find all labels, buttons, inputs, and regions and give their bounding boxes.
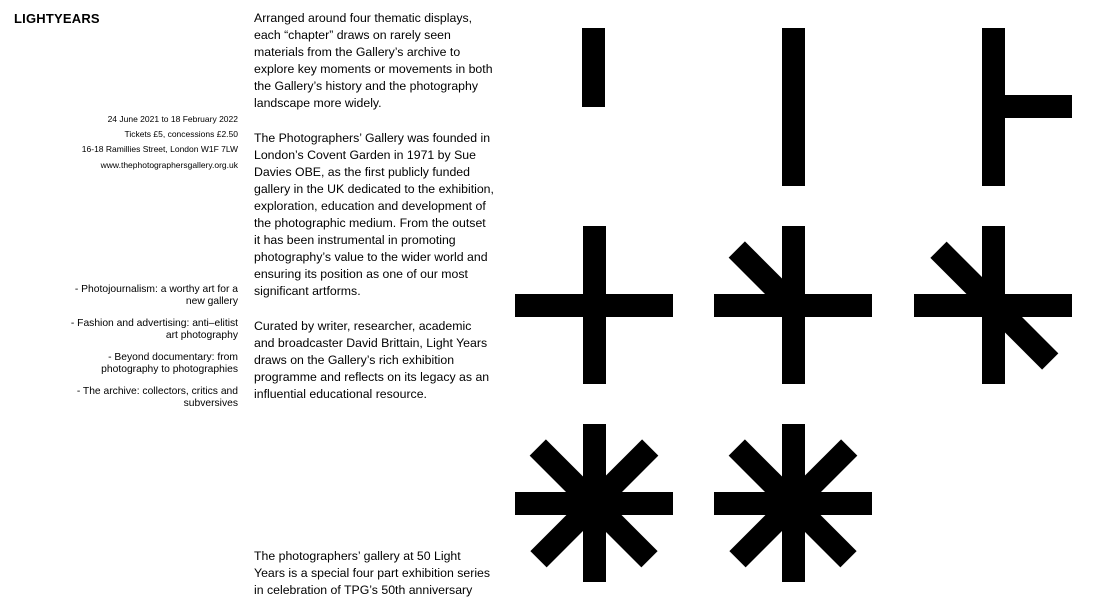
intro-paragraph-3: Curated by writer, researcher, academic and broadcaster David Brittain, Light Years draws on the Gallery’s rich exhibition programme and reflects on its legacy as an influential educational resource. xyxy=(254,318,490,401)
glyph-stroke-3 xyxy=(982,28,1072,186)
chapter-item: - The archive: collectors, critics and subversives xyxy=(76,386,238,410)
glyph-stroke-5 xyxy=(714,226,872,384)
ticket-prices: Tickets £5, concessions £2.50 xyxy=(124,129,238,140)
intro-paragraph-1: Arranged around four thematic displays, each “chapter” draws on rarely seen materials from the Gallery’s archive to explore key moments or movements in both the Gallery’s history and the photography landscape more widely. xyxy=(254,11,493,111)
glyph-bar xyxy=(582,28,605,107)
glyph-bar xyxy=(515,294,673,317)
page-title: LIGHTYEARS xyxy=(14,11,100,26)
chapter-item: - Beyond documentary: from photography to photographies xyxy=(101,352,238,375)
glyph-bar xyxy=(782,28,805,186)
chapter-item: - Fashion and advertising: anti–elitist art photography xyxy=(70,318,238,341)
glyph-stroke-4 xyxy=(515,226,673,384)
glyph-stroke-8 xyxy=(714,424,872,582)
glyph-stroke-2 xyxy=(782,28,805,186)
exhibition-dates: 24 June 2021 to 18 February 2022 xyxy=(107,114,238,124)
light-years-glyph-grid xyxy=(500,0,1100,611)
series-description: The photographers’ gallery at 50 Light Years is a special four part exhibition series in celebration of TPG’s 50th anniversary xyxy=(254,549,491,598)
gallery-address: 16-18 Ramillies Street, London W1F 7LW xyxy=(81,144,238,155)
chapter-item: - Photojournalism: a worthy art for a new gallery xyxy=(74,284,238,307)
chapter-list xyxy=(60,284,238,420)
glyph-stroke-6 xyxy=(914,226,1072,384)
glyph-stroke-7 xyxy=(515,424,673,582)
gallery-url[interactable]: www.thephotographersgallery.org.uk xyxy=(100,159,238,170)
exhibition-info xyxy=(60,112,238,173)
glyph-bar xyxy=(982,95,1072,118)
intro-paragraph-2: The Photographers’ Gallery was founded in London’s Covent Garden in 1971 by Sue Davies OBE, as the first publicly funded gallery in the UK dedicated to the exhibition, exploration, education and development of the photographic medium. From the outset it has been instrumental in promoting photography’s value to the wider world and ensuring its position as one of our most significant artforms. xyxy=(254,130,494,299)
glyph-stroke-1 xyxy=(582,28,605,107)
intro-text xyxy=(254,10,494,420)
